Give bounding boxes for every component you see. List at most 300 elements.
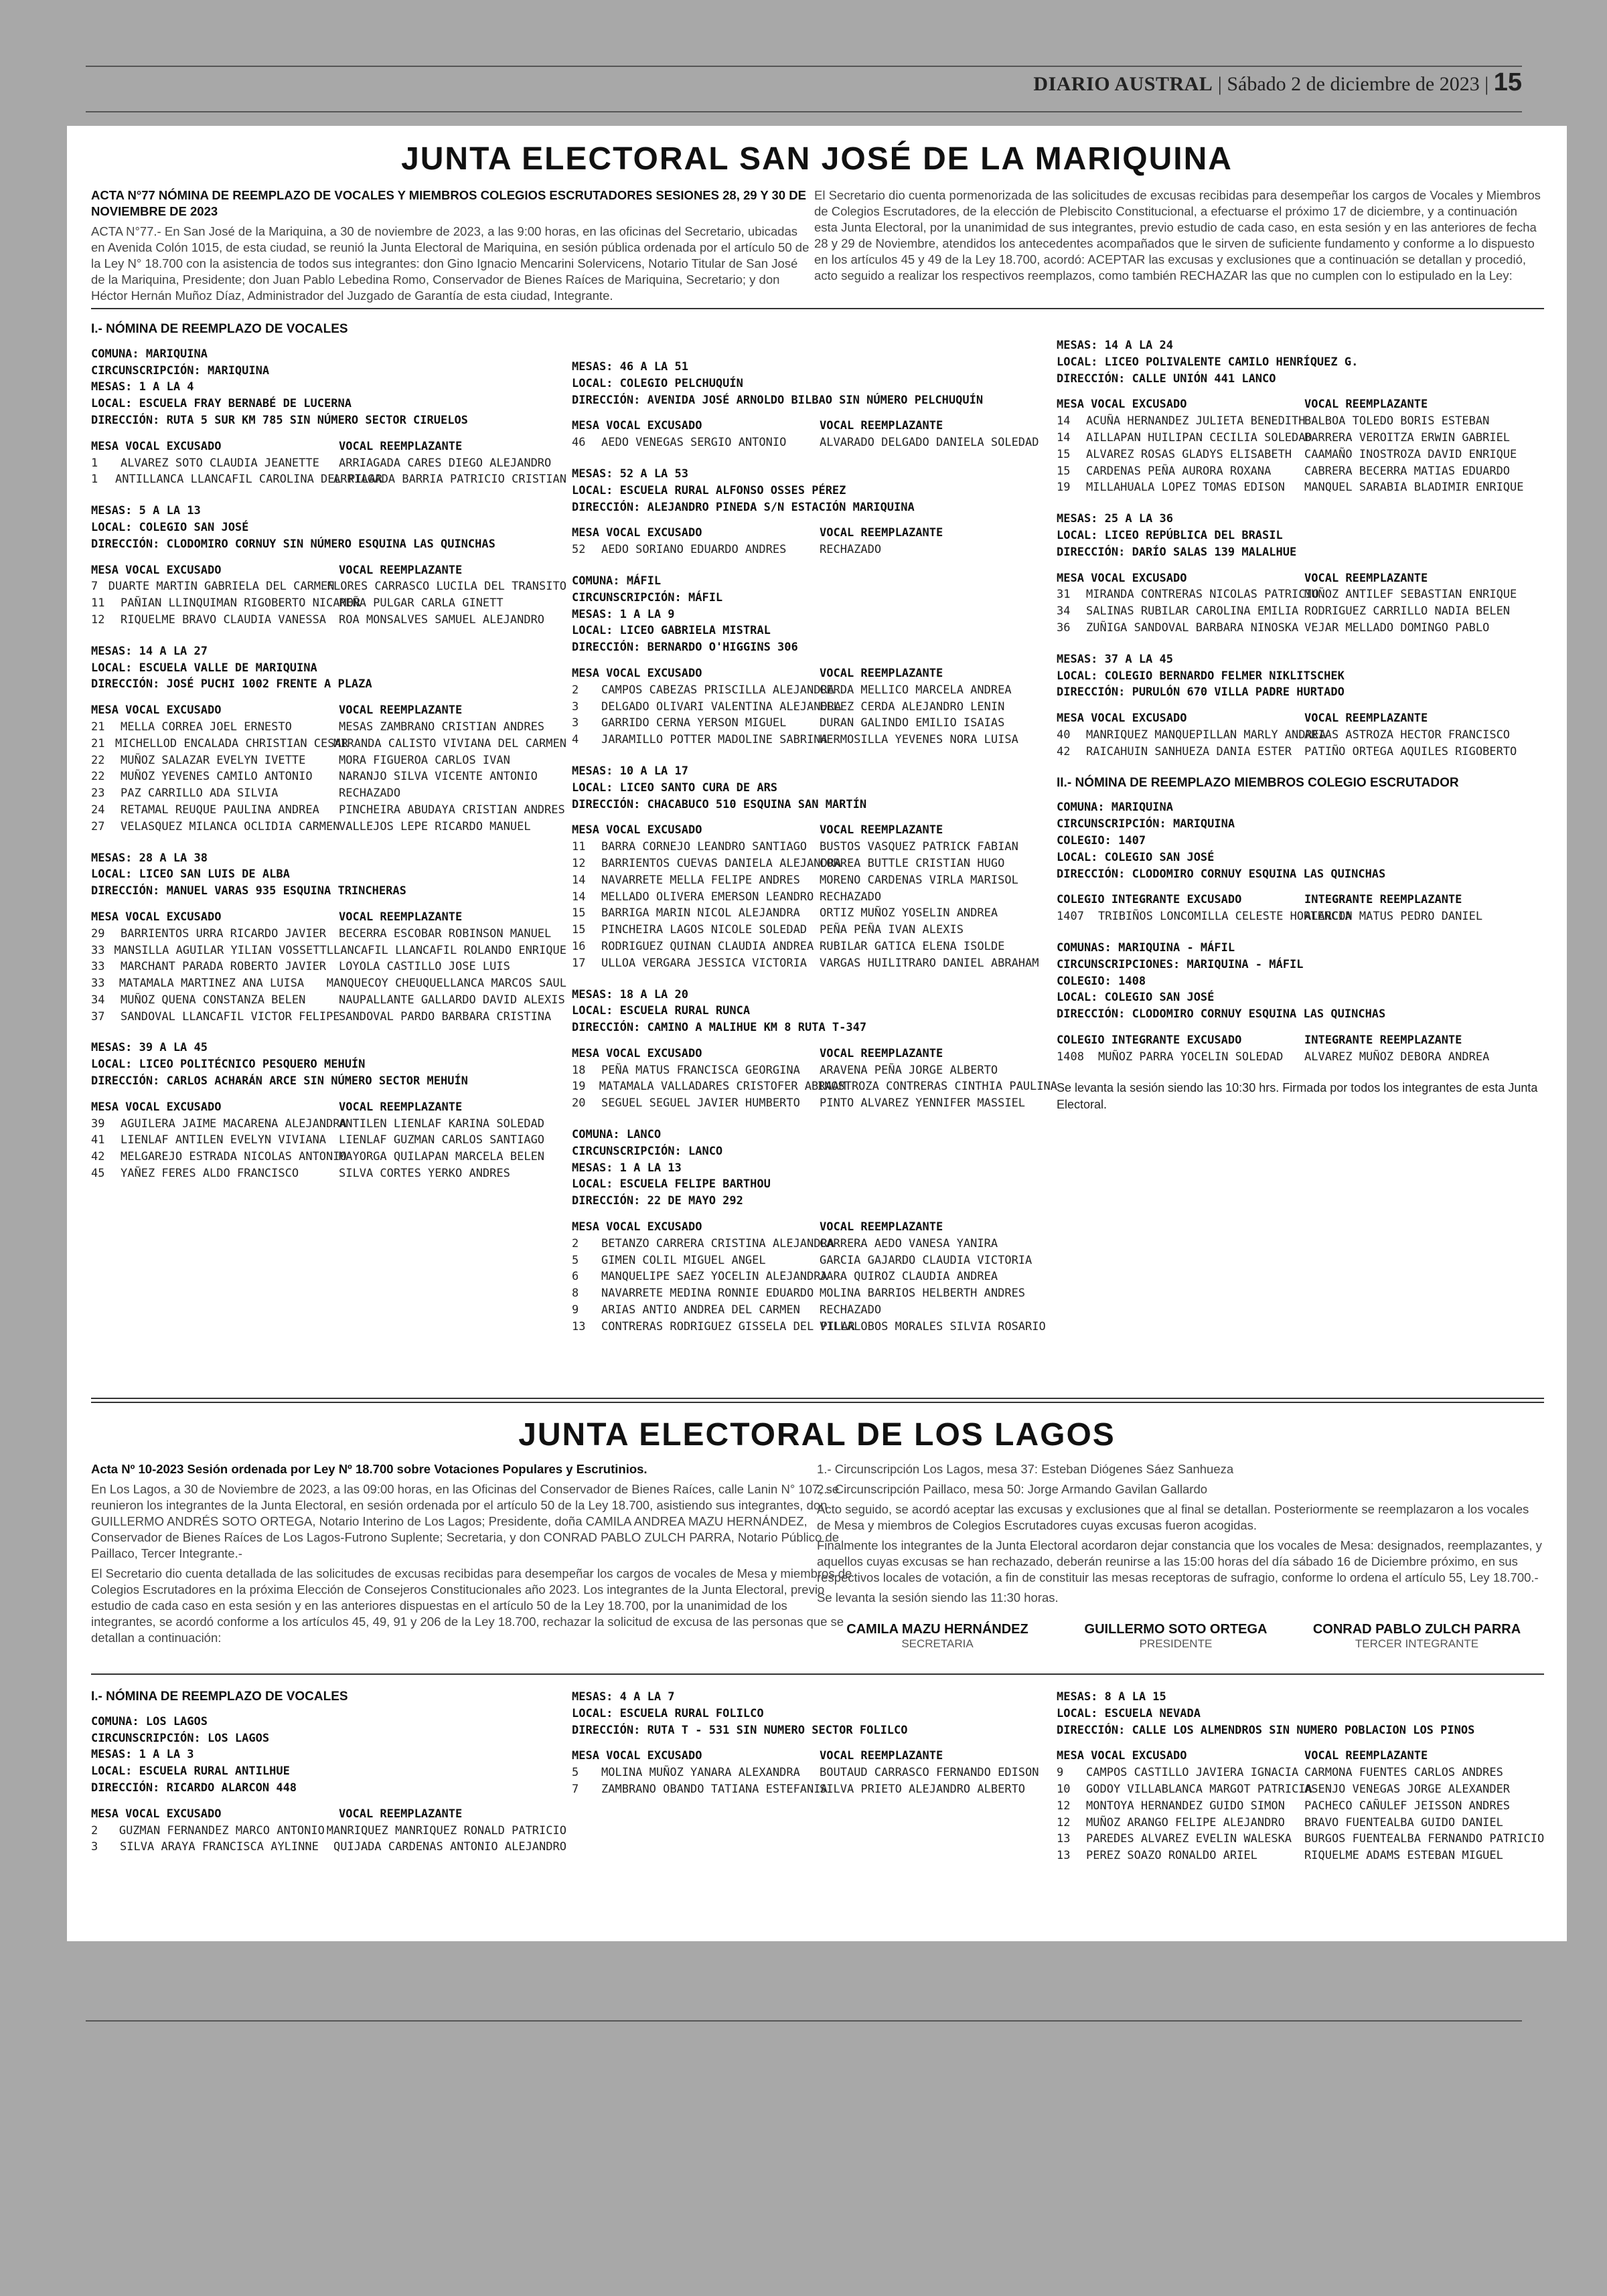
meta-line: COMUNA: LOS LAGOS bbox=[91, 1714, 208, 1728]
block-meta bbox=[572, 1127, 1057, 1210]
table-row bbox=[572, 1252, 1057, 1269]
table-header bbox=[91, 909, 566, 926]
meta-line: LOCAL: COLEGIO PELCHUQUÍN bbox=[572, 376, 743, 390]
mesa-number: 13 bbox=[572, 1319, 586, 1333]
top-rule bbox=[86, 66, 1522, 67]
replacement-name: HERMOSILLA YEVENES NORA LUISA bbox=[820, 733, 1018, 747]
header-reemplazante: VOCAL REEMPLAZANTE bbox=[339, 910, 463, 924]
table-header bbox=[1057, 1032, 1545, 1049]
mesa-number: 20 bbox=[572, 1096, 586, 1111]
excused-name: ZAMBRANO OBANDO TATIANA ESTEFANIA bbox=[601, 1782, 828, 1796]
table-row bbox=[1057, 1798, 1545, 1815]
excused-name: SALINAS RUBILAR CAROLINA EMILIA bbox=[1086, 604, 1299, 619]
replacement-name: QUIJADA CARDENAS ANTONIO ALEJANDRO bbox=[333, 1840, 566, 1854]
excused-name: ULLOA VERGARA JESSICA VICTORIA bbox=[601, 956, 808, 970]
meta-line: COLEGIO: 1408 bbox=[1057, 974, 1146, 988]
excused-name: GIMEN COLIL MIGUEL ANGEL bbox=[601, 1253, 766, 1267]
meta-line: DIRECCIÓN: AVENIDA JOSÉ ARNOLDO BILBAO SIN NÚMERO PELCHUQUÍN bbox=[572, 393, 984, 407]
block-meta bbox=[572, 573, 1057, 656]
replacement-name: PEÑA PULGAR CARLA GINETT bbox=[339, 596, 504, 610]
table-row bbox=[1057, 1815, 1545, 1831]
table-row bbox=[572, 1302, 1057, 1319]
mesa-number: 21 bbox=[91, 736, 105, 750]
meta-line: LOCAL: ESCUELA VALLE DE MARIQUINA bbox=[91, 661, 317, 675]
table-row bbox=[91, 471, 566, 488]
mariquina-colegios-blocks bbox=[1057, 799, 1545, 1065]
table-row bbox=[572, 1319, 1057, 1335]
table-header bbox=[572, 822, 1057, 839]
meta-line: MESAS: 37 A LA 45 bbox=[1057, 652, 1173, 666]
table-row bbox=[1057, 1781, 1545, 1798]
meta-line: CIRCUNSCRIPCIÓN: MARIQUINA bbox=[1057, 817, 1235, 831]
block-meta bbox=[91, 346, 566, 429]
excused-name: ARIAS ANTIO ANDREA DEL CARMEN bbox=[601, 1303, 800, 1317]
header-excusado: MESA VOCAL EXCUSADO bbox=[1057, 712, 1187, 726]
excused-name: MILLAHUALA LOPEZ TOMAS EDISON bbox=[1086, 481, 1285, 495]
replacement-name: BURGOS FUENTEALBA FERNANDO PATRICIO bbox=[1304, 1832, 1545, 1846]
header-reemplazante: VOCAL REEMPLAZANTE bbox=[820, 526, 943, 540]
replacement-table bbox=[572, 665, 1057, 748]
excused-name: SILVA ARAYA FRANCISCA AYLINNE bbox=[120, 1840, 319, 1854]
mesa-number: 2 bbox=[91, 1823, 98, 1837]
mesa-number: 34 bbox=[91, 993, 105, 1007]
replacement-table bbox=[1057, 892, 1545, 925]
replacement-name: ELLEZ CERDA ALEJANDRO LENIN bbox=[820, 700, 1005, 714]
table-row bbox=[91, 1009, 566, 1026]
replacement-table bbox=[572, 1748, 1057, 1797]
header-excusado: MESA VOCAL EXCUSADO bbox=[91, 704, 222, 718]
meta-line: LOCAL: LICEO SANTO CURA DE ARS bbox=[572, 781, 778, 795]
mesa-number: 18 bbox=[572, 1063, 586, 1077]
meta-line: LOCAL: ESCUELA RURAL ANTILHUE bbox=[91, 1765, 290, 1779]
replacement-name: PATIÑO ORTEGA AQUILES RIGOBERTO bbox=[1304, 744, 1517, 758]
meta-line: LOCAL: COLEGIO SAN JOSÉ bbox=[1057, 850, 1215, 864]
mesa-number: 34 bbox=[1057, 604, 1071, 619]
mesa-number: 39 bbox=[91, 1117, 105, 1131]
mesa-number: 33 bbox=[91, 977, 105, 991]
meta-line: DIRECCIÓN: CALLE LOS ALMENDROS SIN NUMERO POBLACION LOS PINOS bbox=[1057, 1723, 1475, 1737]
replacement-table bbox=[1057, 1748, 1545, 1864]
meta-line: DIRECCIÓN: CARLOS ACHARÁN ARCE SIN NÚMERO SECTOR MEHUÍN bbox=[91, 1074, 468, 1088]
table-row bbox=[572, 1268, 1057, 1285]
mesa-number: 12 bbox=[1057, 1799, 1071, 1813]
table-row bbox=[1057, 413, 1545, 430]
excused-name: MUÑOZ YEVENES CAMILO ANTONIO bbox=[121, 770, 313, 784]
excused-name: BETANZO CARRERA CRISTINA ALEJANDRA bbox=[601, 1236, 834, 1250]
replacement-name: VALLEJOS LEPE RICARDO MANUEL bbox=[339, 819, 531, 833]
replacement-name: NAUPALLANTE GALLARDO DAVID ALEXIS bbox=[339, 993, 565, 1007]
meta-line: COLEGIO: 1407 bbox=[1057, 833, 1146, 847]
mariquina-col2-blocks bbox=[572, 359, 1057, 1335]
excused-name: PEÑA MATUS FRANCISCA GEORGINA bbox=[601, 1063, 800, 1077]
table-row bbox=[572, 922, 1057, 938]
excused-name: ALVAREZ SOTO CLAUDIA JEANETTE bbox=[121, 456, 319, 470]
mariquina-closing: Se levanta la sesión siendo las 10:30 hrs. Firmada por todos los integrantes de esta Junta Electoral. bbox=[1057, 1081, 1538, 1112]
block-meta bbox=[91, 850, 566, 900]
mesa-number: 17 bbox=[572, 956, 586, 970]
block-meta bbox=[1057, 1689, 1545, 1738]
table-row bbox=[1057, 1831, 1545, 1848]
header-reemplazante: VOCAL REEMPLAZANTE bbox=[339, 439, 463, 453]
meta-line: LOCAL: ESCUELA FRAY BERNABÉ DE LUCERNA bbox=[91, 397, 352, 411]
excused-name: YAÑEZ FERES ALDO FRANCISCO bbox=[121, 1167, 299, 1181]
replacement-name: BOUTAUD CARRASCO FERNANDO EDISON bbox=[820, 1766, 1039, 1780]
mesa-block bbox=[91, 346, 566, 488]
lagos-col1-blocks bbox=[91, 1714, 566, 1856]
mesa-number: 31 bbox=[1057, 588, 1071, 602]
mesa-number: 5 bbox=[572, 1253, 579, 1267]
table-row bbox=[1057, 1848, 1545, 1864]
lagos-col-2 bbox=[572, 1689, 1057, 1930]
mesa-number: 7 bbox=[572, 1782, 579, 1796]
block-meta bbox=[572, 987, 1057, 1036]
mesa-number: 46 bbox=[572, 436, 586, 450]
mesa-number: 6 bbox=[572, 1270, 579, 1284]
table-row bbox=[91, 802, 566, 819]
excused-name: VELASQUEZ MILANCA OCLIDIA CARMEN bbox=[121, 819, 340, 833]
mesa-block bbox=[91, 1040, 566, 1181]
mesa-number: 13 bbox=[1057, 1832, 1071, 1846]
mesa-number: 33 bbox=[91, 943, 105, 957]
mesa-number: 9 bbox=[572, 1303, 579, 1317]
meta-line: DIRECCIÓN: BERNARDO O'HIGGINS 306 bbox=[572, 641, 798, 655]
replacement-table bbox=[91, 702, 566, 835]
mesa-number: 1407 bbox=[1057, 910, 1084, 924]
table-row bbox=[91, 926, 566, 942]
excused-name: CAMPOS CABEZAS PRISCILLA ALEJANDRA bbox=[601, 683, 834, 697]
meta-line: MESAS: 18 A LA 20 bbox=[572, 987, 688, 1001]
mesa-block bbox=[1057, 651, 1545, 760]
mesa-number: 15 bbox=[572, 906, 586, 920]
replacement-name: MANQUECOY CHEUQUELLANCA MARCOS SAUL bbox=[326, 977, 566, 991]
meta-line: MESAS: 1 A LA 4 bbox=[91, 380, 194, 394]
excused-name: MELLADO OLIVERA EMERSON LEANDRO bbox=[601, 890, 814, 904]
replacement-name: ALARCON MATUS PEDRO DANIEL bbox=[1304, 910, 1483, 924]
replacement-name: VEJAR MELLADO DOMINGO PABLO bbox=[1304, 621, 1490, 635]
replacement-name: SILVA PRIETO ALEJANDRO ALBERTO bbox=[820, 1782, 1026, 1796]
mesa-number: 5 bbox=[572, 1766, 579, 1780]
excused-name: RIQUELME BRAVO CLAUDIA VANESSA bbox=[121, 612, 327, 627]
excused-name: GARRIDO CERNA YERSON MIGUEL bbox=[601, 716, 787, 730]
excused-name: MELLA CORREA JOEL ERNESTO bbox=[121, 720, 292, 734]
table-header bbox=[572, 1748, 1057, 1765]
replacement-table bbox=[91, 909, 566, 1026]
block-meta bbox=[1057, 651, 1545, 701]
replacement-name: ARRIAGADA CARES DIEGO ALEJANDRO bbox=[339, 456, 552, 470]
notice-sheet bbox=[67, 126, 1567, 1941]
table-row bbox=[572, 839, 1057, 855]
mesa-block bbox=[572, 763, 1057, 972]
header-excusado: MESA VOCAL EXCUSADO bbox=[91, 563, 222, 577]
excused-name: TRIBIÑOS LONCOMILLA CELESTE HORTENCIA bbox=[1098, 910, 1352, 924]
excused-name: DUARTE MARTIN GABRIELA DEL CARMEN bbox=[108, 580, 335, 594]
table-row bbox=[572, 682, 1057, 699]
table-row bbox=[91, 992, 566, 1009]
replacement-name: CAAMAÑO INOSTROZA DAVID ENRIQUE bbox=[1304, 447, 1517, 461]
excused-name: GUZMAN FERNANDEZ MARCO ANTONIO bbox=[119, 1823, 325, 1837]
mesa-block bbox=[91, 850, 566, 1026]
replacement-name: CARRERA AEDO VANESA YANIRA bbox=[820, 1236, 998, 1250]
table-row bbox=[1057, 1765, 1545, 1781]
table-row bbox=[1057, 620, 1545, 637]
meta-line: LOCAL: ESCUELA FELIPE BARTHOU bbox=[572, 1177, 771, 1192]
replacement-name: ALVARADO DELGADO DANIELA SOLEDAD bbox=[820, 436, 1039, 450]
mariquina-acta-left bbox=[91, 187, 811, 308]
meta-line: DIRECCIÓN: CLODOMIRO CORNUY ESQUINA LAS QUINCHAS bbox=[1057, 867, 1386, 881]
table-row bbox=[1057, 744, 1545, 760]
excused-name: ACUÑA HERNANDEZ JULIETA BENEDITH bbox=[1086, 414, 1306, 428]
replacement-name: BRAVO FUENTEALBA GUIDO DANIEL bbox=[1304, 1815, 1503, 1829]
table-header bbox=[1057, 710, 1545, 727]
replacement-name: RECHAZADO bbox=[820, 1303, 882, 1317]
excused-name: MATAMALA VALLADARES CRISTOFER ABRAAM bbox=[599, 1080, 846, 1094]
replacement-name: CERDA MELLICO MARCELA ANDREA bbox=[820, 683, 1012, 697]
meta-line: MESAS: 1 A LA 13 bbox=[572, 1161, 682, 1175]
excused-name: LIENLAF ANTILEN EVELYN VIVIANA bbox=[121, 1133, 327, 1147]
table-row bbox=[91, 1132, 566, 1149]
mesa-number: 12 bbox=[91, 612, 105, 627]
excused-name: PAREDES ALVAREZ EVELIN WALESKA bbox=[1086, 1832, 1292, 1846]
table-header bbox=[91, 1806, 566, 1823]
meta-line: MESAS: 5 A LA 13 bbox=[91, 504, 201, 518]
header-excusado: MESA VOCAL EXCUSADO bbox=[572, 1220, 702, 1234]
mesa-number: 3 bbox=[572, 716, 579, 730]
excused-name: BARRA CORNEJO LEANDRO SANTIAGO bbox=[601, 840, 808, 854]
meta-line: MESAS: 4 A LA 7 bbox=[572, 1690, 675, 1704]
excused-name: AILLAPAN HUILIPAN CECILIA SOLEDAD bbox=[1086, 430, 1312, 444]
header-reemplazante: VOCAL REEMPLAZANTE bbox=[1304, 571, 1428, 585]
excused-name: AEDO VENEGAS SERGIO ANTONIO bbox=[601, 436, 787, 450]
table-row bbox=[1057, 1049, 1545, 1066]
header-reemplazante: VOCAL REEMPLAZANTE bbox=[820, 666, 943, 680]
mesa-block bbox=[1057, 1689, 1545, 1864]
replacement-table bbox=[572, 822, 1057, 971]
excused-name: MUÑOZ ARANGO FELIPE ALEJANDRO bbox=[1086, 1815, 1285, 1829]
table-header bbox=[572, 525, 1057, 542]
signature-secretaria bbox=[830, 1622, 1045, 1651]
replacement-table bbox=[572, 1046, 1057, 1112]
meta-line: DIRECCIÓN: PURULÓN 670 VILLA PADRE HURTADO bbox=[1057, 685, 1345, 700]
header-reemplazante: INTEGRANTE REEMPLAZANTE bbox=[1304, 1033, 1462, 1047]
header-excusado: MESA VOCAL EXCUSADO bbox=[572, 1046, 702, 1060]
excused-name: JARAMILLO POTTER MADOLINE SABRINA bbox=[601, 733, 828, 747]
signature-name: CAMILA MAZU HERNÁNDEZ bbox=[846, 1622, 1028, 1637]
table-header bbox=[572, 665, 1057, 682]
table-header bbox=[1057, 1748, 1545, 1765]
header-reemplazante: VOCAL REEMPLAZANTE bbox=[339, 563, 463, 577]
table-header bbox=[91, 562, 566, 579]
meta-line: DIRECCIÓN: CLODOMIRO CORNUY ESQUINA LAS QUINCHAS bbox=[1057, 1007, 1386, 1021]
replacement-name: ANTILEN LIENLAF KARINA SOLEDAD bbox=[339, 1117, 545, 1131]
bottom-rule bbox=[86, 2020, 1522, 2022]
excused-name: MOLINA MUÑOZ YANARA ALEXANDRA bbox=[601, 1766, 800, 1780]
replacement-name: DURAN GALINDO EMILIO ISAIAS bbox=[820, 716, 1005, 730]
meta-line: LOCAL: LICEO POLIVALENTE CAMILO HENRÍQUEZ G. bbox=[1057, 355, 1359, 369]
table-row bbox=[91, 1823, 566, 1839]
header-reemplazante: VOCAL REEMPLAZANTE bbox=[1304, 712, 1428, 726]
table-row bbox=[91, 819, 566, 835]
replacement-table bbox=[1057, 396, 1545, 496]
meta-line: MESAS: 1 A LA 9 bbox=[572, 607, 675, 621]
replacement-name: NARANJO SILVA VICENTE ANTONIO bbox=[339, 770, 538, 784]
mesa-number: 14 bbox=[1057, 430, 1071, 444]
mesa-number: 16 bbox=[572, 939, 586, 953]
masthead-date: Sábado 2 de diciembre de 2023 bbox=[1227, 73, 1480, 95]
meta-line: COMUNA: MARIQUINA bbox=[1057, 801, 1173, 815]
table-header bbox=[1057, 396, 1545, 413]
table-row bbox=[1057, 603, 1545, 620]
meta-line: LOCAL: COLEGIO BERNARDO FELMER NIKLITSCHEK bbox=[1057, 669, 1345, 683]
meta-line: DIRECCIÓN: RUTA 5 SUR KM 785 SIN NÚMERO SECTOR CIRUELOS bbox=[91, 413, 468, 427]
table-row bbox=[572, 1062, 1057, 1079]
mariquina-acta-right bbox=[814, 187, 1544, 308]
mariquina-acta-right-text: El Secretario dio cuenta pormenorizada de las solicitudes de excusas recibidas para desempeñar los cargos de Vocales y Miembros de Colegios Escrutadores, de la elección de Plebiscito Constitucional, a efectuarse el próximo 17 de diciembre, y a continuación esta Junta Electoral, por la unanimidad de sus integrantes, previo estudio de cada caso, en esta sesión y en las anteriores de fecha 28 y 29 de Noviembre, atendidos los antecedentes acompañados que le sirven de suficiente fundamento y conforme a lo dispuesto en los artículos 45 y 49 de la Ley 18.700, acordó: ACEPTAR las excusas y exclusiones que a continuación se detallan y procedió, acto seguido a realizar los respectivos reemplazos, como también RECHAZAR las que no cumplen con lo estipulado en la Ley: bbox=[814, 188, 1541, 282]
excused-name: MELGAREJO ESTRADA NICOLAS ANTONIO bbox=[121, 1150, 347, 1164]
signature-tercer-integrante bbox=[1310, 1622, 1524, 1651]
signature-role: SECRETARIA bbox=[901, 1637, 974, 1650]
mesa-number: 19 bbox=[572, 1080, 586, 1094]
table-row bbox=[572, 1781, 1057, 1798]
replacement-table bbox=[572, 418, 1057, 451]
replacement-name: ORTIZ MUÑOZ YOSELIN ANDREA bbox=[820, 906, 998, 920]
excused-name: SEGUEL SEGUEL JAVIER HUMBERTO bbox=[601, 1096, 800, 1111]
table-row bbox=[572, 542, 1057, 558]
mesa-number: 15 bbox=[1057, 464, 1071, 478]
table-row bbox=[91, 959, 566, 975]
mesa-number: 11 bbox=[572, 840, 586, 854]
table-header bbox=[91, 438, 566, 455]
excused-name: MANQUELIPE SAEZ YOCELIN ALEJANDRA bbox=[601, 1270, 828, 1284]
mariquina-col-2 bbox=[572, 359, 1057, 1510]
replacement-name: VILLALOBOS MORALES SILVIA ROSARIO bbox=[820, 1319, 1046, 1333]
excused-name: AEDO SORIANO EDUARDO ANDRES bbox=[601, 543, 787, 557]
meta-line: LOCAL: LICEO GABRIELA MISTRAL bbox=[572, 624, 771, 638]
mariquina-acta-lead: ACTA N°77 NÓMINA DE REEMPLAZO DE VOCALES Y MIEMBROS COLEGIOS ESCRUTADORES SESIONES 28, 29 Y 30 DE NOVIEMBRE DE 2023 bbox=[91, 188, 806, 218]
lagos-col2-blocks bbox=[572, 1689, 1057, 1798]
header-reemplazante: VOCAL REEMPLAZANTE bbox=[820, 1220, 943, 1234]
mesa-number: 27 bbox=[91, 819, 105, 833]
meta-line: CIRCUNSCRIPCIÓN: LOS LAGOS bbox=[91, 1731, 270, 1745]
replacement-name: LOYOLA CASTILLO JOSE LUIS bbox=[339, 960, 510, 974]
meta-line: LOCAL: ESCUELA NEVADA bbox=[1057, 1706, 1201, 1720]
header-excusado: MESA VOCAL EXCUSADO bbox=[1057, 398, 1187, 412]
table-row bbox=[572, 1078, 1057, 1095]
table-row bbox=[572, 905, 1057, 922]
meta-line: MESAS: 8 A LA 15 bbox=[1057, 1690, 1166, 1704]
meta-line: MESAS: 25 A LA 36 bbox=[1057, 512, 1173, 526]
mesa-number: 42 bbox=[1057, 744, 1071, 758]
lagos-right-4: Finalmente los integrantes de la Junta Electoral acordaron dejar constancia que los vocales de Mesa: designados, reemplazantes, y aquellos cuyas excusas se han rechazado, deberán reunirse a las 15:00 horas del día sábado 16 de Diciembre próximo, en sus respectivos locales de votación, a fin de constituir las mesas receptoras de sufragio, conforme lo ordena el artículo 55, Ley 18.700.- bbox=[817, 1538, 1542, 1584]
replacement-name: MUÑOZ ANTILEF SEBASTIAN ENRIQUE bbox=[1304, 588, 1517, 602]
meta-line: CIRCUNSCRIPCIÓN: MÁFIL bbox=[572, 590, 723, 604]
replacement-table bbox=[91, 438, 566, 488]
excused-name: MATAMALA MARTINEZ ANA LUISA bbox=[119, 977, 305, 991]
meta-line: CIRCUNSCRIPCIÓN: MARIQUINA bbox=[91, 363, 270, 378]
meta-line: MESAS: 14 A LA 24 bbox=[1057, 339, 1173, 352]
meta-line: MESAS: 46 A LA 51 bbox=[572, 360, 688, 374]
table-row bbox=[572, 938, 1057, 955]
excused-name: MUÑOZ PARRA YOCELIN SOLEDAD bbox=[1098, 1050, 1284, 1064]
meta-line: LOCAL: LICEO REPÚBLICA DEL BRASIL bbox=[1057, 528, 1283, 542]
replacement-name: MORENO CARDENAS VIRLA MARISOL bbox=[820, 873, 1018, 887]
excused-name: MONTOYA HERNANDEZ GUIDO SIMON bbox=[1086, 1799, 1285, 1813]
replacement-name: JARA QUIROZ CLAUDIA ANDREA bbox=[820, 1270, 998, 1284]
replacement-name: SILVA CORTES YERKO ANDRES bbox=[339, 1167, 510, 1181]
table-header bbox=[1057, 892, 1545, 908]
header-reemplazante: VOCAL REEMPLAZANTE bbox=[339, 704, 463, 718]
table-row bbox=[91, 595, 566, 612]
mesa-number: 8 bbox=[572, 1287, 579, 1301]
block-meta bbox=[572, 1689, 1057, 1738]
meta-line: DIRECCIÓN: CALLE UNIÓN 441 LANCO bbox=[1057, 372, 1276, 386]
lagos-acta-left bbox=[91, 1461, 854, 1649]
signature-role: PRESIDENTE bbox=[1139, 1637, 1213, 1650]
replacement-name: GARCIA GAJARDO CLAUDIA VICTORIA bbox=[820, 1253, 1032, 1267]
replacement-name: FLORES CARRASCO LUCILA DEL TRANSITO bbox=[326, 580, 566, 594]
replacement-name: BUSTOS VASQUEZ PATRICK FABIAN bbox=[820, 840, 1018, 854]
meta-line: DIRECCIÓN: 22 DE MAYO 292 bbox=[572, 1194, 743, 1208]
mesa-number: 1 bbox=[91, 473, 98, 487]
table-row bbox=[1057, 727, 1545, 744]
header-reemplazante: VOCAL REEMPLAZANTE bbox=[820, 1046, 943, 1060]
replacement-name: BARRERA VEROITZA ERWIN GABRIEL bbox=[1304, 430, 1511, 444]
excused-name: ZUÑIGA SANDOVAL BARBARA NINOSKA bbox=[1086, 621, 1299, 635]
excused-name: PINCHEIRA LAGOS NICOLE SOLEDAD bbox=[601, 923, 808, 937]
section-divider-2 bbox=[91, 1402, 1544, 1403]
mesa-number: 52 bbox=[572, 543, 586, 557]
excused-name: BARRIGA MARIN NICOL ALEJANDRA bbox=[601, 906, 800, 920]
mesa-number: 37 bbox=[91, 1009, 105, 1023]
lagos-right-5: Se levanta la sesión siendo las 11:30 horas. bbox=[817, 1590, 1059, 1605]
meta-line: DIRECCIÓN: DARÍO SALAS 139 MALALHUE bbox=[1057, 545, 1297, 559]
header-excusado: MESA VOCAL EXCUSADO bbox=[572, 1749, 702, 1763]
excused-name: MUÑOZ QUENA CONSTANZA BELEN bbox=[121, 993, 306, 1007]
colegios-heading: II.- NÓMINA DE REEMPLAZO MIEMBROS COLEGIO ESCRUTADOR bbox=[1057, 775, 1459, 790]
excused-name: NAVARRETE MELLA FELIPE ANDRES bbox=[601, 873, 800, 887]
excused-name: RODRIGUEZ QUINAN CLAUDIA ANDREA bbox=[601, 939, 814, 953]
mesa-block bbox=[91, 643, 566, 835]
table-header bbox=[572, 418, 1057, 434]
replacement-table bbox=[1057, 1032, 1545, 1066]
replacement-name: LLANCAFIL LLANCAFIL ROLANDO ENRIQUE bbox=[326, 943, 566, 957]
replacement-name: VARGAS HUILITRARO DANIEL ABRAHAM bbox=[820, 956, 1039, 970]
header-excusado: COLEGIO INTEGRANTE EXCUSADO bbox=[1057, 1033, 1242, 1047]
mariquina-title: JUNTA ELECTORAL SAN JOSÉ DE LA MARIQUINA bbox=[401, 141, 1233, 177]
meta-line: MESAS: 1 A LA 3 bbox=[91, 1748, 194, 1762]
replacement-table bbox=[1057, 570, 1545, 637]
header-excusado: MESA VOCAL EXCUSADO bbox=[1057, 1749, 1187, 1763]
mesa-number: 33 bbox=[91, 960, 105, 974]
replacement-name: ARRIAGADA BARRIA PATRICIO CRISTIAN bbox=[333, 473, 566, 487]
excused-name: MANRIQUEZ MANQUEPILLAN MARLY ANDREA bbox=[1086, 728, 1326, 742]
excused-name: MANSILLA AGUILAR YILIAN VOSSETT bbox=[114, 943, 327, 957]
header-excusado: MESA VOCAL EXCUSADO bbox=[1057, 571, 1187, 585]
excused-name: MICHELLOD ENCALADA CHRISTIAN CESAR bbox=[115, 736, 348, 750]
header-reemplazante: VOCAL REEMPLAZANTE bbox=[339, 1100, 463, 1114]
table-row bbox=[1057, 479, 1545, 496]
excused-name: MARCHANT PARADA ROBERTO JAVIER bbox=[121, 960, 327, 974]
replacement-table bbox=[572, 525, 1057, 558]
excused-name: RAICAHUIN SANHUEZA DANIA ESTER bbox=[1086, 744, 1292, 758]
excused-name: MUÑOZ SALAZAR EVELYN IVETTE bbox=[121, 753, 306, 767]
meta-line: LOCAL: ESCUELA RURAL FOLILCO bbox=[572, 1706, 764, 1720]
table-row bbox=[572, 699, 1057, 716]
signature-name: GUILLERMO SOTO ORTEGA bbox=[1084, 1622, 1268, 1637]
mesa-number: 36 bbox=[1057, 621, 1071, 635]
meta-line: DIRECCIÓN: CHACABUCO 510 ESQUINA SAN MARTÍN bbox=[572, 797, 867, 811]
table-row bbox=[572, 434, 1057, 451]
excused-name: PEREZ SOAZO RONALDO ARIEL bbox=[1086, 1849, 1257, 1863]
